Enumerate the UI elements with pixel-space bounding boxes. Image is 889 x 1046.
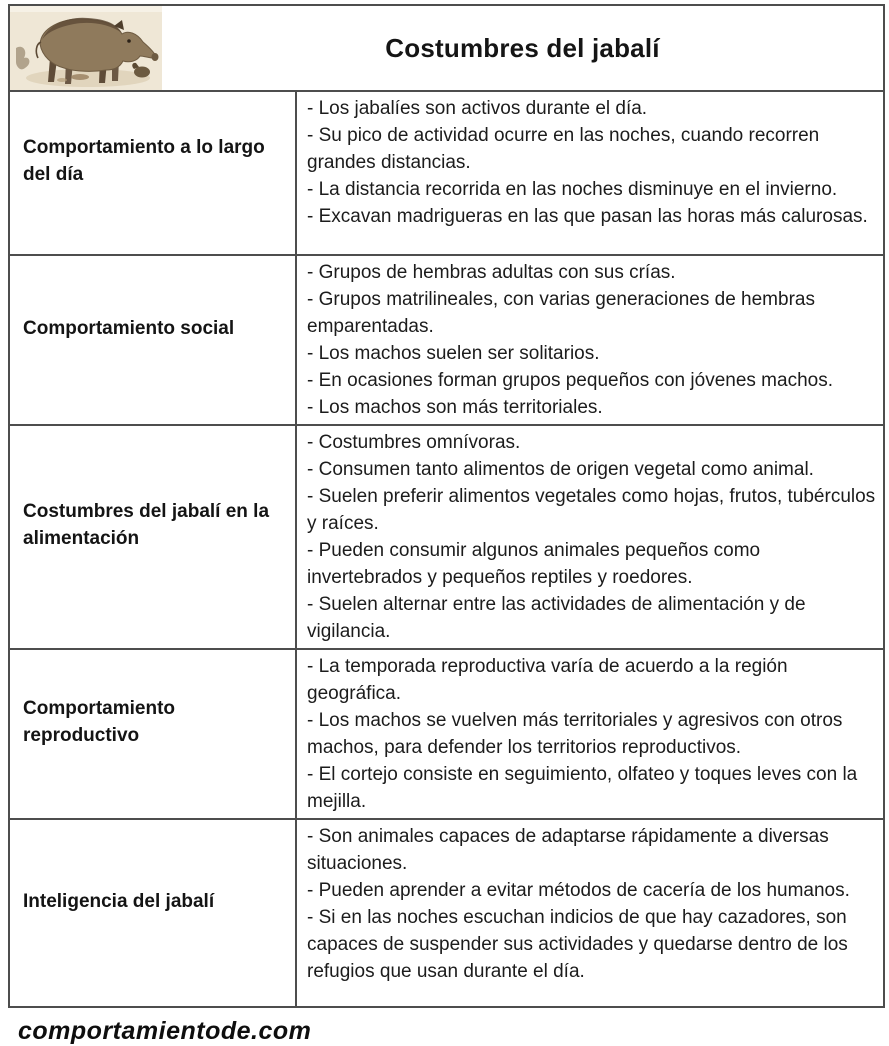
bullet-line: - Los machos suelen ser solitarios. xyxy=(307,343,600,364)
bullet-line: - Excavan madrigueras en las que pasan las horas más calurosas. xyxy=(307,206,868,227)
bullet-line: - Grupos de hembras adultas con sus crías. xyxy=(307,262,676,283)
details-cell xyxy=(297,256,883,424)
category-cell: Comportamiento social xyxy=(10,256,297,424)
details-cell xyxy=(297,820,883,1006)
category-cell: Inteligencia del jabalí xyxy=(10,820,297,1006)
details-cell xyxy=(297,650,883,818)
table-row xyxy=(10,650,883,820)
table-row xyxy=(10,820,883,1006)
wild-boar-illustration xyxy=(10,6,162,90)
bullet-line: - Pueden aprender a evitar métodos de cacería de los humanos. xyxy=(307,880,850,901)
bullet-line: - Los machos son más territoriales. xyxy=(307,397,603,418)
table-row xyxy=(10,426,883,650)
bullet-line: - Pueden consumir algunos animales pequeños como invertebrados y pequeños reptiles y roedores. xyxy=(307,540,761,588)
bullet-line: - La distancia recorrida en las noches disminuye en el invierno. xyxy=(307,179,838,200)
bullet-line: - Son animales capaces de adaptarse rápidamente a diversas situaciones. xyxy=(307,826,829,874)
habits-table xyxy=(8,4,885,1008)
bullet-line: - Costumbres omnívoras. xyxy=(307,432,521,453)
wild-boar-image xyxy=(10,6,162,90)
category-cell: Costumbres del jabalí en la alimentación xyxy=(10,426,297,648)
table-row xyxy=(10,92,883,256)
bullet-line: - El cortejo consiste en seguimiento, olfateo y toques leves con la mejilla. xyxy=(307,764,858,812)
bullet-line: - Su pico de actividad ocurre en las noches, cuando recorren grandes distancias. xyxy=(307,125,820,173)
bullet-line: - Suelen preferir alimentos vegetales como hojas, frutos, tubérculos y raíces. xyxy=(307,486,876,534)
details-cell xyxy=(297,426,883,648)
category-cell: Comportamiento reproductivo xyxy=(10,650,297,818)
page-title: Costumbres del jabalí xyxy=(385,32,660,63)
details-cell xyxy=(297,92,883,254)
category-cell: Comportamiento a lo largo del día xyxy=(10,92,297,254)
bullet-line: - La temporada reproductiva varía de acuerdo a la región geográfica. xyxy=(307,656,788,704)
bullet-line: - Grupos matrilineales, con varias generaciones de hembras emparentadas. xyxy=(307,289,815,337)
website-credit: comportamientode.com xyxy=(18,1017,312,1045)
bullet-line: - Consumen tanto alimentos de origen vegetal como animal. xyxy=(307,459,814,480)
title-area xyxy=(162,6,883,90)
bullet-line: - En ocasiones forman grupos pequeños con jóvenes machos. xyxy=(307,370,833,391)
bullet-line: - Los jabalíes son activos durante el día. xyxy=(307,98,648,119)
bullet-line: - Si en las noches escuchan indicios de que hay cazadores, son capaces de suspender sus actividades y quedarse dentro de los refugios que usan durante el día. xyxy=(307,907,848,982)
table-header-row xyxy=(10,6,883,92)
bullet-line: - Los machos se vuelven más territoriales y agresivos con otros machos, para defender los territorios reproductivos. xyxy=(307,710,843,758)
table-row xyxy=(10,256,883,426)
bullet-line: - Suelen alternar entre las actividades de alimentación y de vigilancia. xyxy=(307,594,806,642)
